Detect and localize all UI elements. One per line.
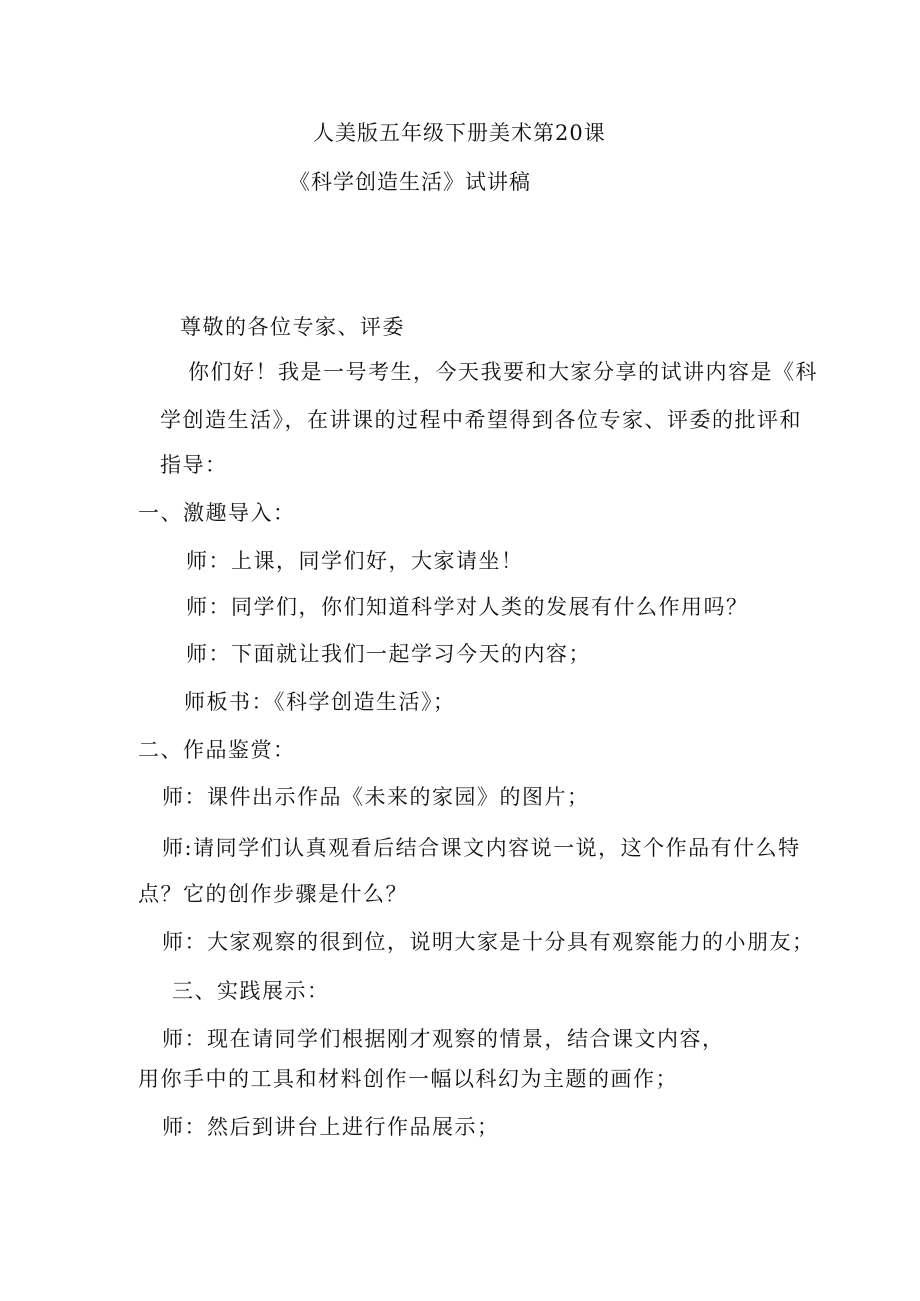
document-title: 人美版五年级下册美术第20课 [313,121,606,145]
dialogue-line: 师：现在请同学们根据刚才观察的情景，结合课文内容， [162,1027,725,1051]
dialogue-line: 师：同学们，你们知道科学对人类的发展有什么作用吗？ [186,595,749,619]
document-subtitle: 《科学创造生活》试讲稿 [289,170,531,194]
dialogue-line: 用你手中的工具和材料创作一幅以科幻为主题的画作； [138,1067,678,1091]
dialogue-line: 师：下面就让我们一起学习今天的内容； [186,642,591,666]
intro-paragraph-line: 你们好！我是一号考生，今天我要和大家分享的试讲内容是《科 [188,360,818,384]
intro-paragraph-line: 指导： [160,453,228,477]
dialogue-line: 点？它的创作步骤是什么？ [138,882,408,906]
section-heading: 三、实践展示： [172,979,330,1003]
dialogue-line: 师：课件出示作品《未来的家园》的图片； [162,785,590,809]
dialogue-line: 师:请同学们认真观看后结合课文内容说一说，这个作品有什么特 [162,836,801,860]
intro-paragraph-line: 学创造生活》，在讲课的过程中希望得到各位专家、评委的批评和 [160,408,802,432]
greeting-line: 尊敬的各位专家、评委 [180,315,405,339]
dialogue-line: 师：然后到讲台上进行作品展示； [162,1115,500,1139]
dialogue-line: 师：上课，同学们好，大家请坐！ [186,549,524,573]
dialogue-line: 师：大家观察的很到位，说明大家是十分具有观察能力的小朋友； [162,930,815,954]
dialogue-line: 师板书：《科学创造生活》； [184,690,456,714]
section-heading: 二、作品鉴赏： [138,738,296,762]
section-heading: 一、激趣导入： [138,501,296,525]
